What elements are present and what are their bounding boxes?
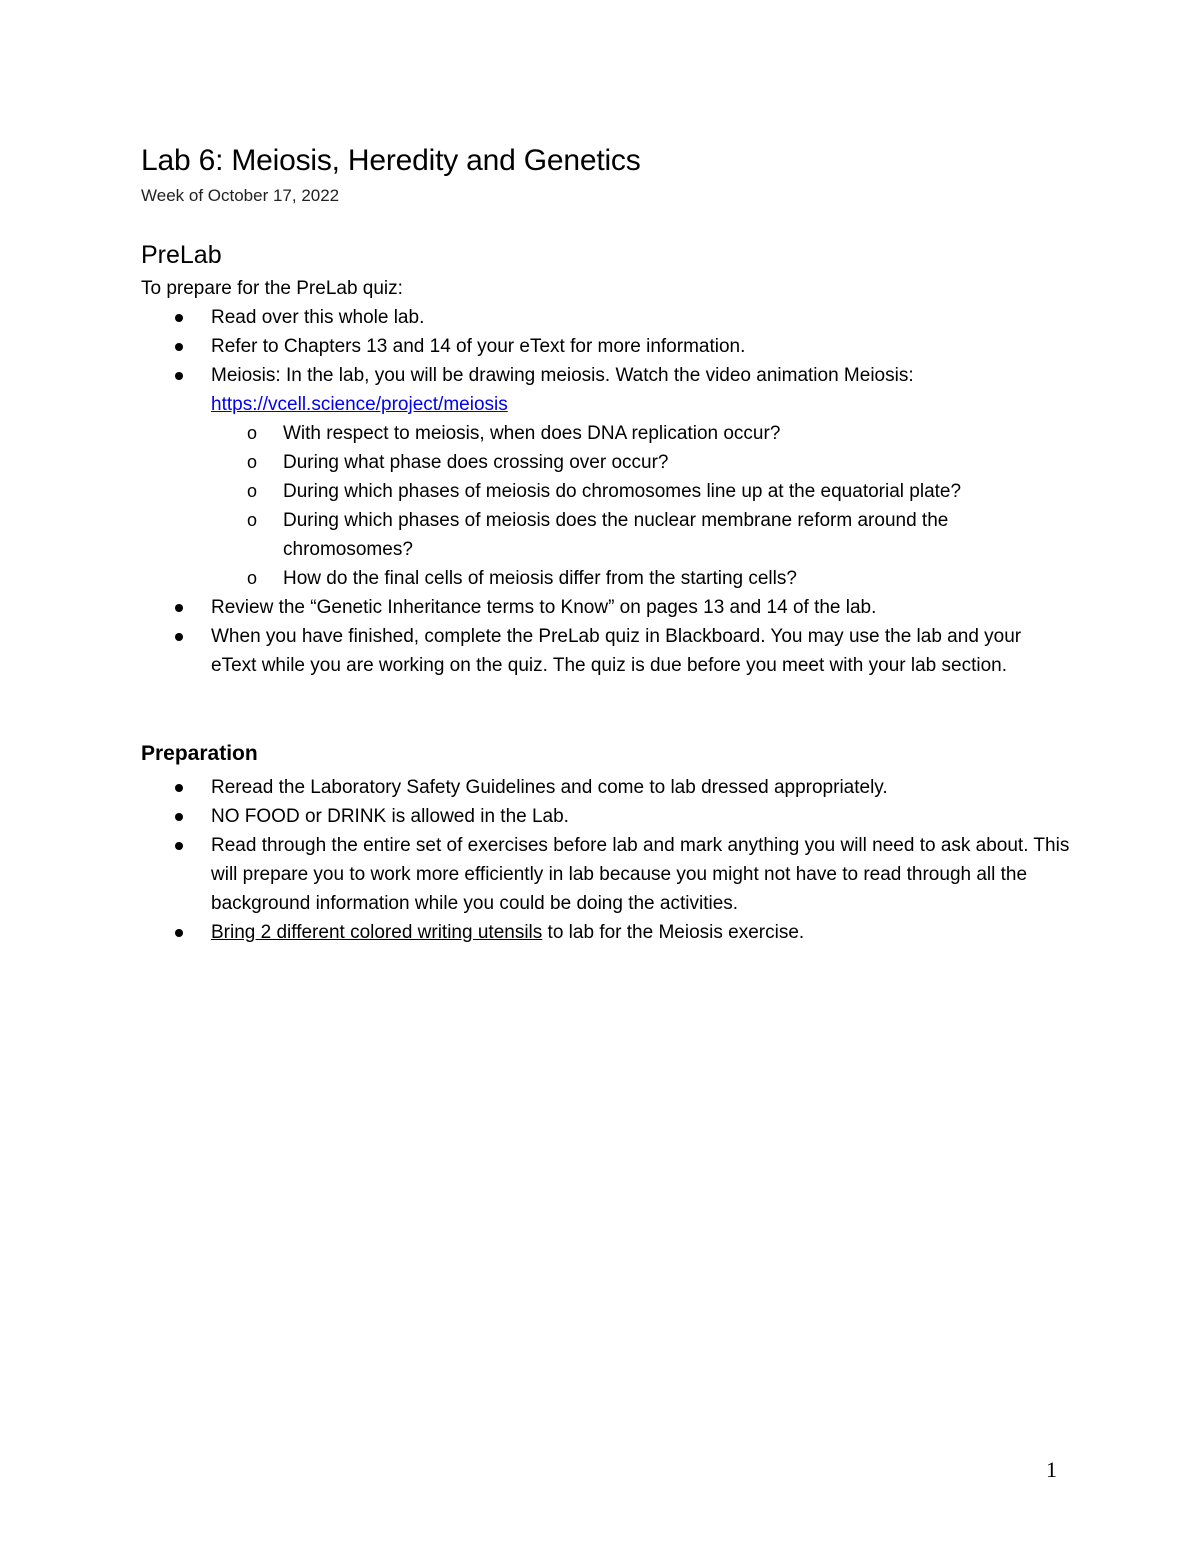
list-item-text: Review the “Genetic Inheritance terms to Know” on pages 13 and 14 of the lab. [211,597,877,618]
page-number: 1 [1046,1457,1057,1482]
list-item [141,918,1071,947]
bullet-icon [175,842,183,850]
list-item [141,831,1071,918]
prelab-intro: To prepare for the PreLab quiz: [141,278,403,299]
bullet-icon [175,929,183,937]
prelab-list [141,303,1071,680]
underlined-text: Bring 2 different colored writing utensils [211,922,543,943]
page-title: Lab 6: Meiosis, Heredity and Genetics [141,144,641,177]
list-item-text: Meiosis: In the lab, you will be drawing meiosis. Watch the video animation Meiosis: [211,365,914,386]
circle-bullet-icon: o [247,568,258,588]
preparation-heading: Preparation [141,742,258,765]
list-item [141,773,1071,802]
list-item-text: Reread the Laboratory Safety Guidelines and come to lab dressed appropriately. [211,777,888,798]
bullet-icon [175,813,183,821]
bullet-icon [175,372,183,380]
bullet-icon [175,604,183,612]
list-item [141,622,1071,680]
question-text: During what phase does crossing over occur? [283,452,669,473]
list-item [141,593,1071,622]
list-item-text: to lab for the Meiosis exercise. [542,922,805,943]
list-item-text: When you have finished, complete the PreLab quiz in Blackboard. You may use the lab and your eText while you are working on the quiz. The quiz is due before you meet with your lab section. [211,626,1022,676]
preparation-list [141,773,1071,947]
question-list [211,419,1071,593]
question-item [211,419,1071,448]
bullet-icon [175,314,183,322]
bullet-icon [175,633,183,641]
list-item [141,332,1071,361]
question-text: How do the final cells of meiosis differ from the starting cells? [283,568,797,589]
prelab-heading: PreLab [141,241,222,269]
list-item-text: Refer to Chapters 13 and 14 of your eText for more information. [211,336,746,357]
date-subtitle: Week of October 17, 2022 [141,186,340,205]
question-item [211,506,1071,564]
circle-bullet-icon: o [247,452,258,472]
circle-bullet-icon: o [247,481,258,501]
list-item-text: Read over this whole lab. [211,307,425,328]
list-item-text: NO FOOD or DRINK is allowed in the Lab. [211,806,569,827]
bullet-icon [175,784,183,792]
question-text: With respect to meiosis, when does DNA replication occur? [283,423,781,444]
meiosis-video-link[interactable]: https://vcell.science/project/meiosis [211,394,508,415]
question-item [211,564,1071,593]
question-item [211,448,1071,477]
bullet-icon [175,343,183,351]
list-item-text: Read through the entire set of exercises before lab and mark anything you will need to ask about. This will prepare you to work more efficiently in lab because you might not have to read through all the background information while you could be doing the activities. [211,835,1070,914]
circle-bullet-icon: o [247,510,258,530]
question-text: During which phases of meiosis do chromosomes line up at the equatorial plate? [283,481,962,502]
question-item [211,477,1071,506]
list-item [141,361,1071,593]
list-item [141,802,1071,831]
question-text: During which phases of meiosis does the nuclear membrane reform around the chromosomes? [283,510,949,560]
list-item [141,303,1071,332]
circle-bullet-icon: o [247,423,258,443]
